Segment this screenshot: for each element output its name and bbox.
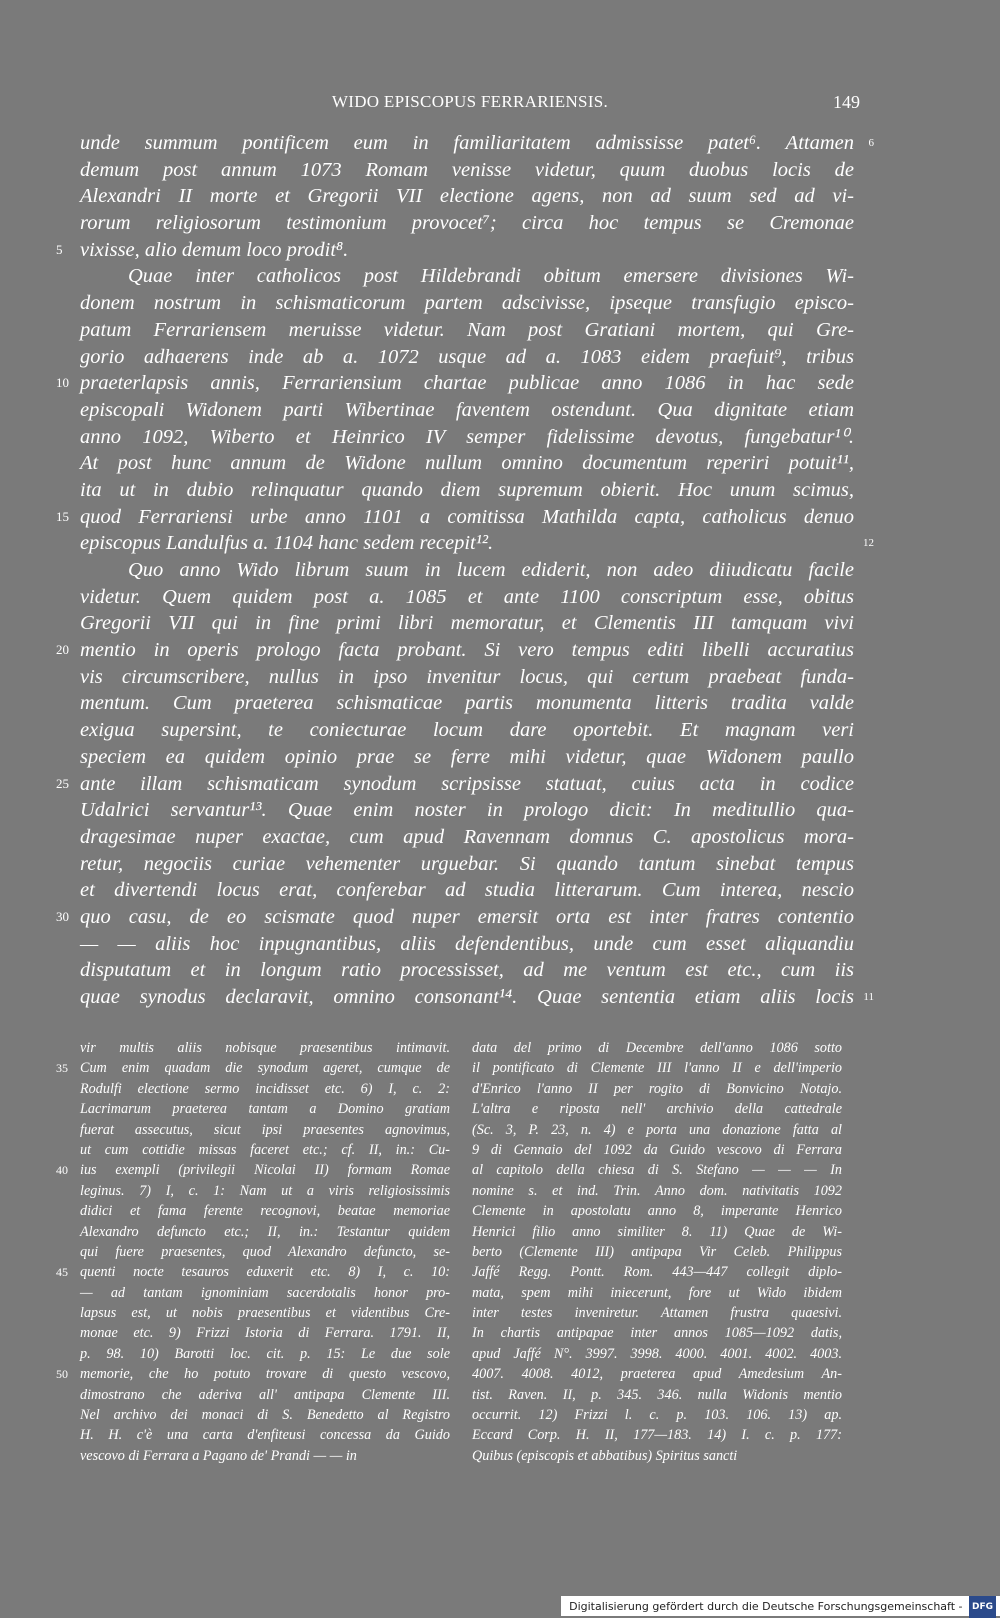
line-number: 20 — [56, 642, 69, 658]
text-line — [80, 984, 874, 1011]
line-text: L'altra e riposta nell' archivio della cattedrale — [472, 1101, 842, 1118]
line-text: ante illam schismaticam synodum scripsisse statuat, cuius acta in codice — [80, 772, 854, 795]
text-line — [80, 290, 854, 317]
line-text: Nel archivo dei monaci di S. Benedetto al Registro — [80, 1407, 450, 1424]
line-text: Cum enim quadam die synodum ageret, cumque de — [80, 1060, 450, 1077]
text-line — [80, 530, 874, 557]
text-line — [472, 1323, 842, 1343]
text-line — [472, 1446, 842, 1466]
credit-text: Digitalisierung gefördert durch die Deutsche Forschungsgemeinschaft - — [569, 1600, 963, 1613]
line-text: Eccard Corp. H. II, 177—183. 14) I. c. p. 177: — [472, 1427, 842, 1444]
line-number: 15 — [56, 508, 69, 524]
text-line — [80, 1405, 450, 1425]
text-line — [56, 1058, 450, 1078]
text-line — [80, 1344, 450, 1364]
margin-reference: 6 — [868, 137, 874, 149]
line-text: p. 98. 10) Barotti loc. cit. p. 15: Le due sole — [80, 1345, 450, 1362]
text-line — [80, 957, 854, 984]
line-text: disputatum et in longum ratio processisset, ad me ventum est etc., cum iis — [80, 959, 854, 982]
line-text: data del primo di Decembre dell'anno 1086 sotto — [472, 1040, 842, 1056]
text-line — [80, 344, 854, 371]
text-line — [80, 477, 854, 504]
line-text: vir multis aliis nobisque praesentibus intimavit. — [80, 1040, 450, 1056]
line-text: memorie, che ho potuto trovare di questo vescovo, — [80, 1366, 450, 1383]
text-line — [80, 877, 854, 904]
text-line — [472, 1058, 842, 1078]
line-text: — ad tantam ignominiam sacerdotalis honor pro- — [80, 1284, 450, 1301]
text-line — [56, 370, 854, 397]
dfg-logo: DFG — [969, 1596, 996, 1618]
text-line — [80, 1120, 450, 1140]
line-text: fuerat assecutus, sicut ipsi praesentes agnovimus, — [80, 1121, 450, 1138]
text-line — [80, 450, 854, 477]
line-text: Henrici filio anno similiter 8. 11) Quae de Wi- — [472, 1223, 842, 1240]
text-line — [472, 1079, 842, 1099]
line-text: inter testes inveniretur. Attamen frustra quaesivi. — [472, 1305, 842, 1322]
line-text: Jaffé Regg. Pontt. Rom. 443—447 collegit diplo- — [472, 1264, 842, 1281]
line-text: anno 1092, Wiberto et Heinrico IV semper fidelissime devotus, fungebatur¹⁰. — [80, 425, 854, 448]
text-line — [56, 1160, 450, 1180]
text-line — [56, 237, 854, 264]
text-line — [80, 1079, 450, 1099]
text-line — [80, 1242, 450, 1262]
text-line — [472, 1242, 842, 1262]
line-text: gorio adhaerens inde ab a. 1072 usque ad a. 1083 eidem praefuit⁹, tribus — [80, 345, 854, 368]
text-line — [80, 1385, 450, 1405]
text-line — [472, 1201, 842, 1221]
text-line — [80, 1303, 450, 1323]
line-text: qui fuere praesentes, quod Alexandro defuncto, se- — [80, 1243, 450, 1260]
line-text: nomine s. et ind. Trin. Anno dom. nativitatis 1092 — [472, 1182, 842, 1199]
line-number: 40 — [56, 1163, 68, 1178]
text-line — [80, 183, 854, 210]
text-line — [80, 1425, 450, 1445]
text-line — [80, 263, 854, 290]
text-line — [56, 637, 854, 664]
line-text: mentum. Cum praeterea schismaticae partis monumenta litteris tradita valde — [80, 692, 854, 715]
line-text: vescovo di Ferrara a Pagano de' Prandi — — in — [80, 1447, 357, 1464]
line-text: rorum religiosorum testimonium provocet⁷; circa hoc tempus se Cremonae — [80, 212, 854, 235]
line-text: et divertendi locus erat, conferebar ad studia litterarum. Cum interea, nescio — [80, 879, 854, 902]
text-line — [80, 584, 854, 611]
text-line — [472, 1222, 842, 1242]
text-line — [80, 317, 854, 344]
line-text: At post hunc annum de Widone nullum omnino documentum reperiri potuit¹¹, — [80, 452, 854, 475]
text-line — [472, 1283, 842, 1303]
text-line — [80, 210, 854, 237]
text-line — [472, 1425, 842, 1445]
text-line — [80, 1283, 450, 1303]
line-text: demum post annum 1073 Romam venisse videtur, quum duobus locis de — [80, 158, 854, 181]
running-title: WIDO EPISCOPUS FERRARIENSIS. — [331, 92, 609, 111]
line-text: Quo anno Wido librum suum in lucem ediderit, non adeo diiudicatu facile — [128, 559, 854, 581]
line-text: lapsus est, ut nobis praesentibus et videntibus Cre- — [80, 1305, 450, 1322]
line-text: episcopus Landulfus a. 1104 hanc sedem recepit¹². — [80, 532, 494, 555]
line-number: 30 — [56, 908, 69, 924]
text-line — [80, 690, 854, 717]
text-line — [56, 1262, 450, 1282]
text-line — [80, 824, 854, 851]
text-line — [472, 1364, 842, 1384]
text-line — [80, 1181, 450, 1201]
line-text: ita ut in dubio relinquatur quando diem supremum obierit. Hoc unum scimus, — [80, 478, 854, 501]
text-line — [472, 1303, 842, 1323]
text-line — [472, 1385, 842, 1405]
text-line — [80, 610, 854, 637]
text-line — [80, 931, 854, 958]
text-line — [472, 1038, 842, 1058]
line-text: mentio in operis prologo facta probant. Si vero tempus editi libelli accuratius — [80, 639, 854, 662]
line-text: mata, spem mihi iniecerunt, fore ut Wido ibidem — [472, 1284, 842, 1301]
margin-reference: 12 — [863, 537, 874, 550]
line-text: occurrit. 12) Frizzi l. c. p. 103. 106. 13) ap. — [472, 1407, 842, 1424]
text-line — [80, 851, 854, 878]
line-text: episcopali Widonem parti Wibertinae faventem ostendunt. Qua dignitate etiam — [80, 398, 854, 421]
line-number: 45 — [56, 1265, 68, 1280]
line-text: patum Ferrariensem meruisse videtur. Nam post Gratiani mortem, qui Gre- — [80, 318, 854, 341]
line-text: berto (Clemente III) antipapa Vir Celeb. Philippus — [472, 1243, 842, 1260]
text-line — [80, 1323, 450, 1343]
footnotes-right-column — [472, 1038, 842, 1466]
line-text: Gregorii VII qui in fine primi libri memoratur, et Clementis III tamquam vivi — [80, 612, 854, 635]
text-line — [80, 157, 854, 184]
line-number: 50 — [56, 1367, 68, 1382]
line-text: speciem ea quidem opinio prae se ferre mihi videtur, quae Widonem paullo — [80, 745, 854, 768]
text-line — [80, 1140, 450, 1160]
line-number: 5 — [56, 241, 63, 257]
line-text: Lacrimarum praeterea tantam a Domino gratiam — [80, 1101, 450, 1118]
line-text: quo casu, de eo scismate quod nuper emersit orta est inter fratres contentio — [80, 905, 854, 928]
line-text: leginus. 7) I, c. 1: Nam ut a viris religiosissimis — [80, 1182, 450, 1199]
line-text: Clemente in apostolatu anno 8, imperante Henrico — [472, 1203, 842, 1220]
line-text: Quibus (episcopis et abbatibus) Spiritus sancti — [472, 1447, 738, 1464]
text-line — [80, 664, 854, 691]
line-text: retur, negociis curiae vehementer urguebar. Si quando tantum sinebat tempus — [80, 852, 854, 875]
line-text: In chartis antipapae inter annos 1085—1092 datis, — [472, 1325, 842, 1342]
text-line — [80, 717, 854, 744]
text-line — [472, 1405, 842, 1425]
line-text: (Sc. 3, P. 23, n. 4) e porta una donazione fatta al — [472, 1121, 842, 1138]
text-line — [80, 397, 854, 424]
line-text: unde summum pontificem eum in familiaritatem admississe patet⁶. Attamen — [80, 132, 854, 154]
text-line — [56, 504, 854, 531]
line-text: Alexandri II morte et Gregorii VII electione agens, non ad suum sed ad vi- — [80, 185, 854, 208]
line-text: — — aliis hoc inpugnantibus, aliis defendentibus, unde cum esset aliquandiu — [80, 932, 854, 955]
line-text: il pontificato di Clemente III l'anno II e dell'imperio — [472, 1060, 842, 1077]
text-line — [80, 1038, 450, 1058]
text-line — [472, 1099, 842, 1119]
text-line — [80, 797, 854, 824]
line-text: 4007. 4008. 4012, praeterea apud Amedesium An- — [472, 1366, 842, 1383]
line-text: monae etc. 9) Frizzi Istoria di Ferrara. 1791. II, — [80, 1325, 450, 1342]
line-text: ut cum cottidie missas faceret etc.; cf. II, in.: Cu- — [80, 1141, 450, 1158]
text-line — [80, 424, 854, 451]
main-text-block — [56, 130, 874, 1011]
line-text: vis circumscribere, nullus in ipso invenitur locus, qui certum praebeat funda- — [80, 665, 854, 688]
text-line — [472, 1344, 842, 1364]
line-text: quenti nocte tesauros eduxerit etc. 8) I, c. 10: — [80, 1264, 450, 1281]
text-line — [472, 1181, 842, 1201]
footnotes-left-column — [56, 1038, 450, 1466]
line-text: tist. Raven. II, p. 345. 346. nulla Widonis mentio — [472, 1386, 842, 1403]
line-text: exigua supersint, te coniecturae locum dare oportebit. Et magnam veri — [80, 719, 854, 742]
line-text: quae synodus declaravit, omnino consonant¹⁴. Quae sententia etiam aliis locis — [80, 986, 854, 1008]
text-line — [80, 557, 854, 584]
text-line — [80, 1201, 450, 1221]
line-text: H. H. c'è una carta d'enfiteusi concessa da Guido — [80, 1427, 450, 1444]
text-line — [56, 904, 854, 931]
text-line — [472, 1160, 842, 1180]
line-number: 25 — [56, 775, 69, 791]
line-text: apud Jaffé N°. 3997. 3998. 4000. 4001. 4002. 4003. — [472, 1345, 842, 1362]
line-text: ius exempli (privilegii Nicolai II) formam Romae — [80, 1162, 450, 1179]
text-line — [472, 1120, 842, 1140]
line-text: Rodulfi electione sermo incidisset etc. 6) I, c. 2: — [80, 1080, 450, 1097]
footnotes — [56, 1038, 852, 1468]
line-text: vixisse, alio demum loco prodit⁸. — [80, 238, 349, 261]
text-line — [80, 1222, 450, 1242]
line-text: d'Enrico l'anno II per rogito di Bonvicino Notajo. — [472, 1080, 842, 1097]
text-line — [80, 1446, 450, 1466]
line-text: donem nostrum in schismaticorum partem adscivisse, ipseque transfugio episco- — [80, 292, 854, 315]
line-text: 9 di Gennaio del 1092 da Guido vescovo di Ferrara — [472, 1141, 842, 1158]
line-text: al capitolo della chiesa di S. Stefano — — — In — [472, 1162, 842, 1179]
line-text: dimostrano che aderiva all' antipapa Clemente III. — [80, 1386, 450, 1403]
text-line — [472, 1140, 842, 1160]
line-text: didici et fama ferente recognovi, beatae memoriae — [80, 1203, 450, 1220]
line-text: Udalrici servantur¹³. Quae enim noster in prologo dicit: In meditullio qua- — [80, 799, 854, 822]
text-line — [56, 1364, 450, 1384]
text-line — [472, 1262, 842, 1282]
text-line — [80, 1099, 450, 1119]
margin-reference: 11 — [863, 991, 874, 1003]
line-text: dragesimae nuper exactae, cum apud Ravennam domnus C. apostolicus mora- — [80, 825, 854, 848]
text-line — [80, 744, 854, 771]
line-text: praeterlapsis annis, Ferrariensium chartae publicae anno 1086 in hac sede — [80, 372, 854, 395]
line-text: videtur. Quem quidem post a. 1085 et ante 1100 conscriptum esse, obitus — [80, 585, 854, 608]
running-header — [80, 92, 860, 118]
page-number: 149 — [833, 92, 860, 112]
line-number: 10 — [56, 375, 69, 391]
digitization-credit — [561, 1596, 1000, 1616]
text-line — [56, 771, 854, 798]
line-number: 35 — [56, 1061, 68, 1076]
line-text: Quae inter catholicos post Hildebrandi obitum emersere divisiones Wi- — [128, 265, 854, 288]
line-text: quod Ferrariensi urbe anno 1101 a comitissa Mathilda capta, catholicus denuo — [80, 505, 854, 528]
line-text: Alexandro defuncto etc.; II, in.: Testantur quidem — [80, 1223, 450, 1240]
text-line — [80, 130, 874, 157]
